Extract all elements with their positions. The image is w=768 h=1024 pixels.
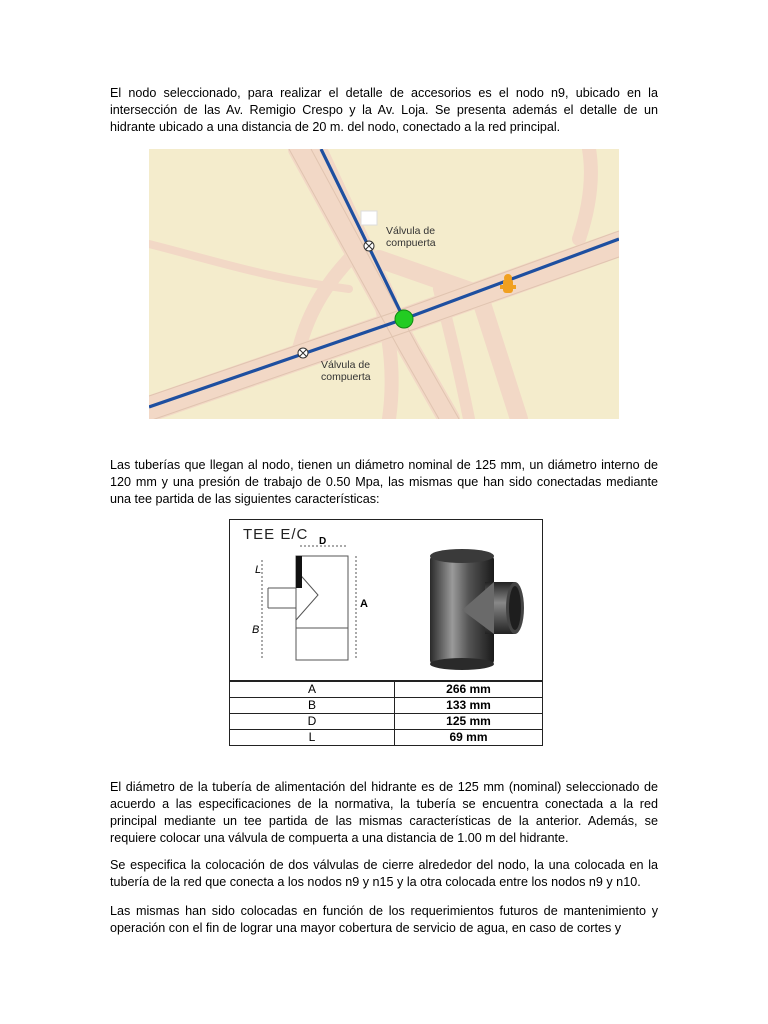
valve-label-2 bbox=[321, 359, 371, 383]
tee-schematic bbox=[262, 546, 356, 660]
tee-wall-mark-2 bbox=[296, 556, 302, 586]
dim-label-l: L bbox=[255, 564, 262, 576]
table-cell-value: 125 mm bbox=[395, 714, 543, 730]
table-row bbox=[230, 682, 543, 698]
table-row bbox=[230, 698, 543, 714]
tee-figure bbox=[229, 519, 543, 681]
dim-label-d: D bbox=[319, 536, 327, 547]
dim-label-a: A bbox=[360, 598, 368, 610]
valve-label-1-line1: Válvula de bbox=[386, 225, 436, 237]
table-cell-label: B bbox=[230, 698, 395, 714]
node-n9-icon bbox=[395, 310, 413, 328]
table-cell-label: D bbox=[230, 714, 395, 730]
valves-paragraph: Se especifica la colocación de dos válvulas de cierre alrededor del nodo, la una colocada en la tubería de la red que conecta a los nodos n9 y n15 y la otra colocada entre los nodos n9 y n10. bbox=[110, 858, 658, 889]
table-row bbox=[230, 730, 543, 746]
building bbox=[361, 211, 377, 225]
dim-label-b: B bbox=[252, 624, 260, 636]
table-cell-label: A bbox=[230, 682, 395, 698]
tee-3d-render bbox=[430, 549, 524, 670]
valve-icon-2 bbox=[298, 348, 308, 358]
valve-icon-1 bbox=[364, 241, 374, 251]
table-cell-label: L bbox=[230, 730, 395, 746]
maintenance-paragraph: Las mismas han sido colocadas en función de los requerimientos futuros de mantenimiento y operación con el fin de lograr una mayor cobertura de servicio de agua, en caso de cortes y bbox=[110, 904, 658, 935]
table-cell-value: 266 mm bbox=[395, 682, 543, 698]
valve-label-1 bbox=[386, 225, 436, 249]
table-row bbox=[230, 714, 543, 730]
table-cell-value: 69 mm bbox=[395, 730, 543, 746]
tee-drawing bbox=[230, 520, 542, 680]
map-drawing bbox=[149, 149, 619, 419]
valve-label-2-line1: Válvula de bbox=[321, 359, 371, 371]
table-cell-value: 133 mm bbox=[395, 698, 543, 714]
pipes-paragraph: Las tuberías que llegan al nodo, tienen un diámetro nominal de 125 mm, un diámetro interno de 120 mm y una presión de trabajo de 0.50 Mpa, las mismas que han sido conectadas mediante una tee partida de las siguientes características: bbox=[110, 458, 658, 506]
valve-label-2-line2: compuerta bbox=[321, 371, 371, 383]
valve-label-1-line2: compuerta bbox=[386, 237, 436, 249]
tee-title: TEE E/C bbox=[243, 526, 309, 543]
network-map bbox=[149, 149, 619, 419]
intro-paragraph: El nodo seleccionado, para realizar el detalle de accesorios es el nodo n9, ubicado en la intersección de las Av. Remigio Crespo y la Av. Loja. Se presenta además el detalle de un hidrante ubicado a una distancia de 20 m. del nodo, conectado a la red principal. bbox=[110, 86, 658, 134]
hydrant-paragraph: El diámetro de la tubería de alimentación del hidrante es de 125 mm (nominal) seleccionado de acuerdo a las especificaciones de la normativa, la tubería se encuentra conectada a la red principal mediante un tee partida de las mismas características de la anterior. Además, se requiere colocar una válvula de compuerta a una distancia de 1.00 m del hidrante. bbox=[110, 780, 658, 845]
dimensions-table bbox=[229, 681, 543, 746]
